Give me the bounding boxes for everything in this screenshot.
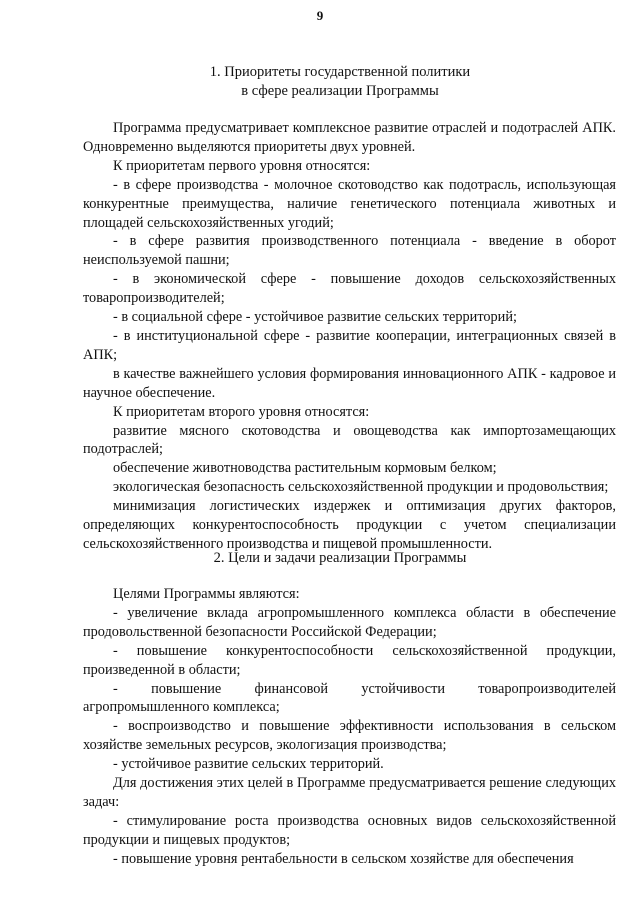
list-item: - в сфере производства - молочное скотоводство как подотрасль, использующая конкурентные преимущества, наличие генетического потенциала животных и площадей сельскохозяйственных угодий; xyxy=(83,176,616,231)
section-1-heading xyxy=(80,63,600,101)
list-item: - устойчивое развитие сельских территорий. xyxy=(113,756,384,773)
list-item: обеспечение животноводства растительным кормовым белком; xyxy=(113,460,497,477)
list-item: - в социальной сфере - устойчивое развитие сельских территорий; xyxy=(113,309,517,326)
section-1-title-line-1: 1. Приоритеты государственной политики xyxy=(209,64,471,80)
list-item: - в экономической сфере - повышение доходов сельскохозяйственных товаропроизводителей; xyxy=(83,271,616,307)
list-item: минимизация логистических издержек и оптимизация других факторов, определяющих конкурентоспособность продукции с учетом специализации сельскохозяйственного производства и пищевой промышленности. xyxy=(83,498,616,552)
list-item: - в институциональной сфере - развитие кооперации, интеграционных связей в АПК; xyxy=(83,327,616,363)
page-number: 9 xyxy=(316,8,324,23)
list-item: развитие мясного скотоводства и овощеводства как импортозамещающих подотраслей; xyxy=(83,422,616,458)
paragraph: К приоритетам первого уровня относятся: xyxy=(113,157,371,174)
section-1-body xyxy=(83,119,616,554)
list-item: - в сфере развития производственного потенциала - введение в оборот неиспользуемой пашни; xyxy=(83,233,616,269)
list-item: в качестве важнейшего условия формирования инновационного АПК - кадровое и научное обеспечение. xyxy=(83,365,616,401)
list-item: - увеличение вклада агропромышленного комплекса области в обеспечение продовольственной безопасности Российской Федерации; xyxy=(83,604,616,640)
paragraph: Целями Программы являются: xyxy=(113,586,300,602)
list-item: - воспроизводство и повышение эффективности использования в сельском хозяйстве земельных ресурсов, экологизация производства; xyxy=(83,718,616,754)
paragraph: Для достижения этих целей в Программе предусматривается решение следующих задач: xyxy=(83,775,616,810)
section-2-heading: 2. Цели и задачи реализации Программы xyxy=(213,550,467,566)
paragraph: Программа предусматривает комплексное развитие отраслей и подотраслей АПК. Одновременно выделяются приоритеты двух уровней. xyxy=(83,120,616,155)
paragraph: К приоритетам второго уровня относятся: xyxy=(113,403,370,420)
list-item: - повышение конкурентоспособности сельскохозяйственной продукции, произведенной в области; xyxy=(83,642,616,678)
section-2-body xyxy=(83,585,616,869)
list-item: экологическая безопасность сельскохозяйственной продукции и продовольствия; xyxy=(113,479,609,496)
list-item: - повышение финансовой устойчивости товаропроизводителей агропромышленного комплекса; xyxy=(83,680,616,716)
list-item: - стимулирование роста производства основных видов сельскохозяйственной продукции и пищевых продуктов; xyxy=(83,812,616,848)
section-1-title-line-2: в сфере реализации Программы xyxy=(241,83,439,99)
list-item: - повышение уровня рентабельности в сельском хозяйстве для обеспечения xyxy=(113,850,574,867)
